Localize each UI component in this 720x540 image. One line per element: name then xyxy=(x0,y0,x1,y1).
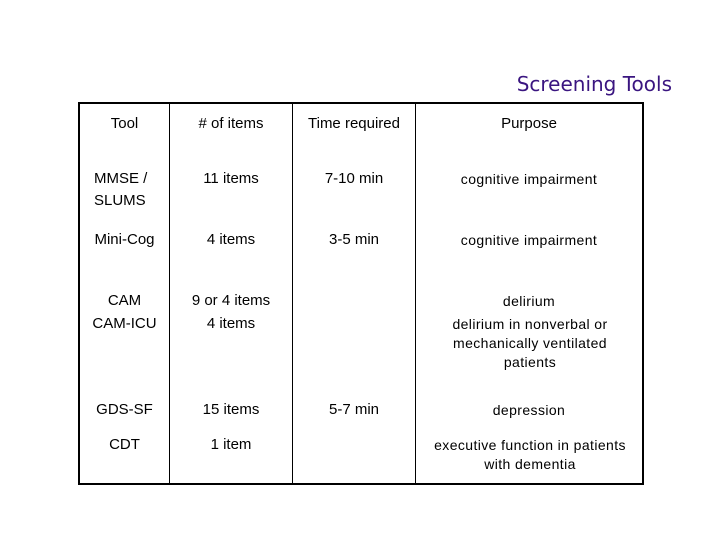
header-items: # of items xyxy=(198,115,264,132)
time-cell: 3-5 min xyxy=(328,231,380,248)
purpose-cell: delirium xyxy=(502,293,556,309)
page-title: Screening Tools xyxy=(516,72,672,96)
items-cell: 4 items xyxy=(206,231,256,248)
items-cell: 1 item xyxy=(210,436,252,453)
header-purpose: Purpose xyxy=(501,115,557,132)
time-cell: 7-10 min xyxy=(324,170,384,187)
column-divider xyxy=(292,104,293,483)
tool-cell: MMSE / SLUMS xyxy=(94,170,148,209)
items-cell: 15 items xyxy=(202,401,260,418)
purpose-cell: executive function in patients with dementia xyxy=(434,437,626,472)
tool-cell: CAM xyxy=(107,292,142,309)
tool-cell: CAM-ICU xyxy=(92,315,157,332)
tool-cell: CDT xyxy=(109,436,140,453)
purpose-cell: cognitive impairment xyxy=(460,171,598,187)
header-tool: Tool xyxy=(110,115,139,132)
purpose-cell: cognitive impairment xyxy=(460,232,598,248)
header-time: Time required xyxy=(308,115,400,132)
items-cell: 9 or 4 items xyxy=(191,292,271,309)
time-cell: 5-7 min xyxy=(328,401,380,418)
purpose-cell: depression xyxy=(492,402,566,418)
items-cell: 11 items xyxy=(203,170,259,187)
tool-cell: GDS-SF xyxy=(96,401,153,418)
screening-tools-table xyxy=(78,102,644,485)
tool-cell: Mini-Cog xyxy=(94,231,155,248)
purpose-cell: delirium in nonverbal or mechanically ventilated patients xyxy=(452,316,608,370)
items-cell: 4 items xyxy=(206,315,256,332)
